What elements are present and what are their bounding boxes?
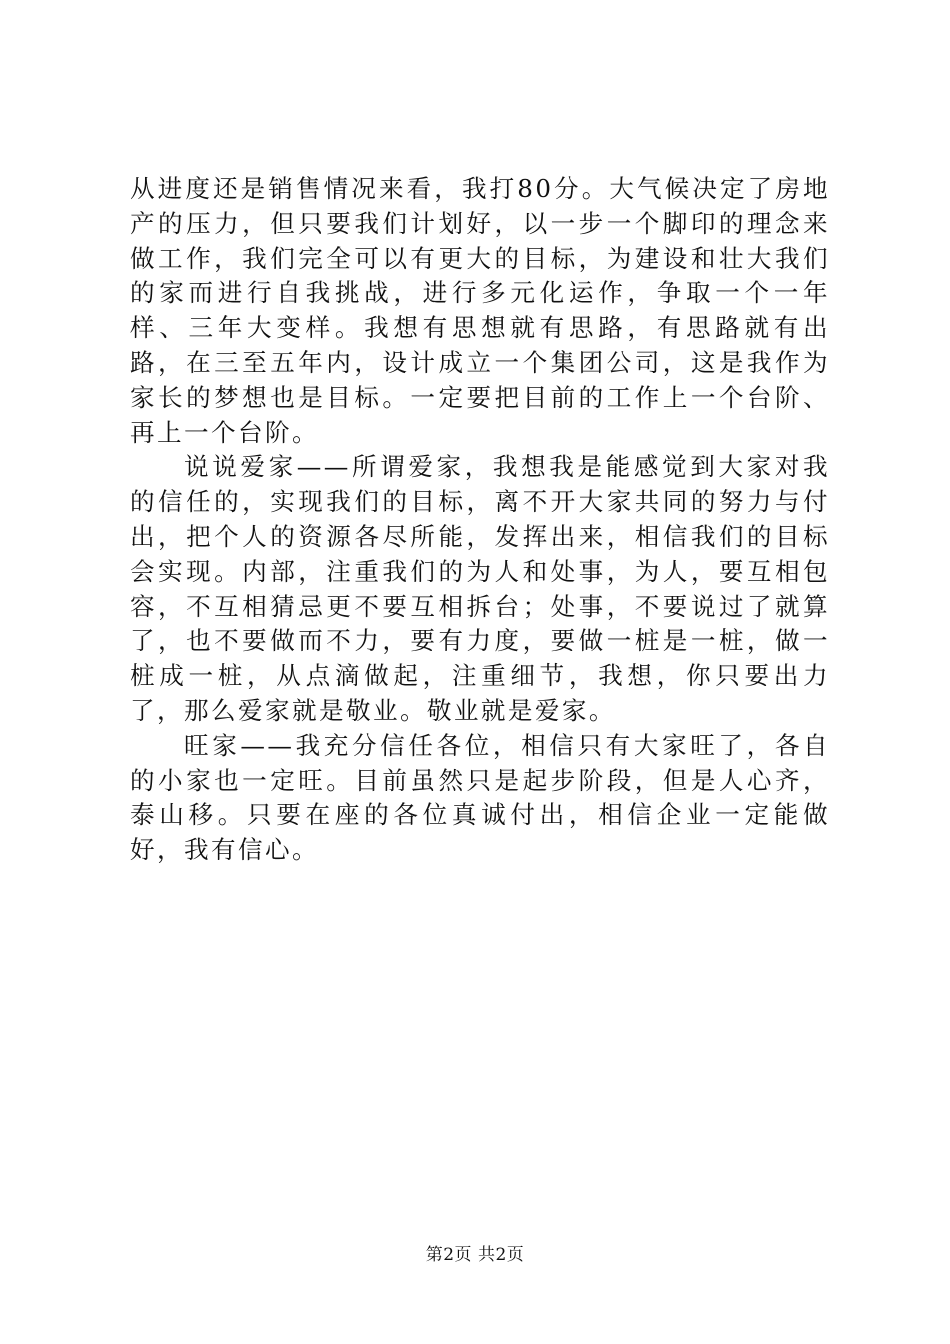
paragraph-love-home: 说说爱家——所谓爱家，我想我是能感觉到大家对我的信任的，实现我们的目标，离不开大家共同的努力与付出，把个人的资源各尽所能，发挥出来，相信我们的目标会实现。内部，注重我们的为人和处事，为人，要互相包容，不互相猜忌更不要互相拆台；处事，不要说过了就算了，也不要做而不力，要有力度，要做一桩是一桩，做一桩成一桩，从点滴做起，注重细节，我想，你只要出力了，那么爱家就是敬业。敬业就是爱家。 bbox=[130, 452, 830, 725]
paragraph-progress-and-goals: 从进度还是销售情况来看，我打80分。大气候决定了房地产的压力，但只要我们计划好，以一步一个脚印的理念来做工作，我们完全可以有更大的目标，为建设和壮大我们的家而进行自我挑战，进行多元化运作，争取一个一年样、三年大变样。我想有思想就有思路，有思路就有出路，在三至五年内，设计成立一个集团公司，这是我作为家长的梦想也是目标。一定要把目前的工作上一个台阶、再上一个台阶。 bbox=[130, 174, 830, 447]
body-text bbox=[130, 172, 830, 868]
paragraph-prosper-home: 旺家——我充分信任各位，相信只有大家旺了，各自的小家也一定旺。目前虽然只是起步阶段，但是人心齐，泰山移。只要在座的各位真诚付出，相信企业一定能做好，我有信心。 bbox=[130, 730, 830, 865]
page-footer: 第2页 共2页 bbox=[425, 1245, 525, 1265]
